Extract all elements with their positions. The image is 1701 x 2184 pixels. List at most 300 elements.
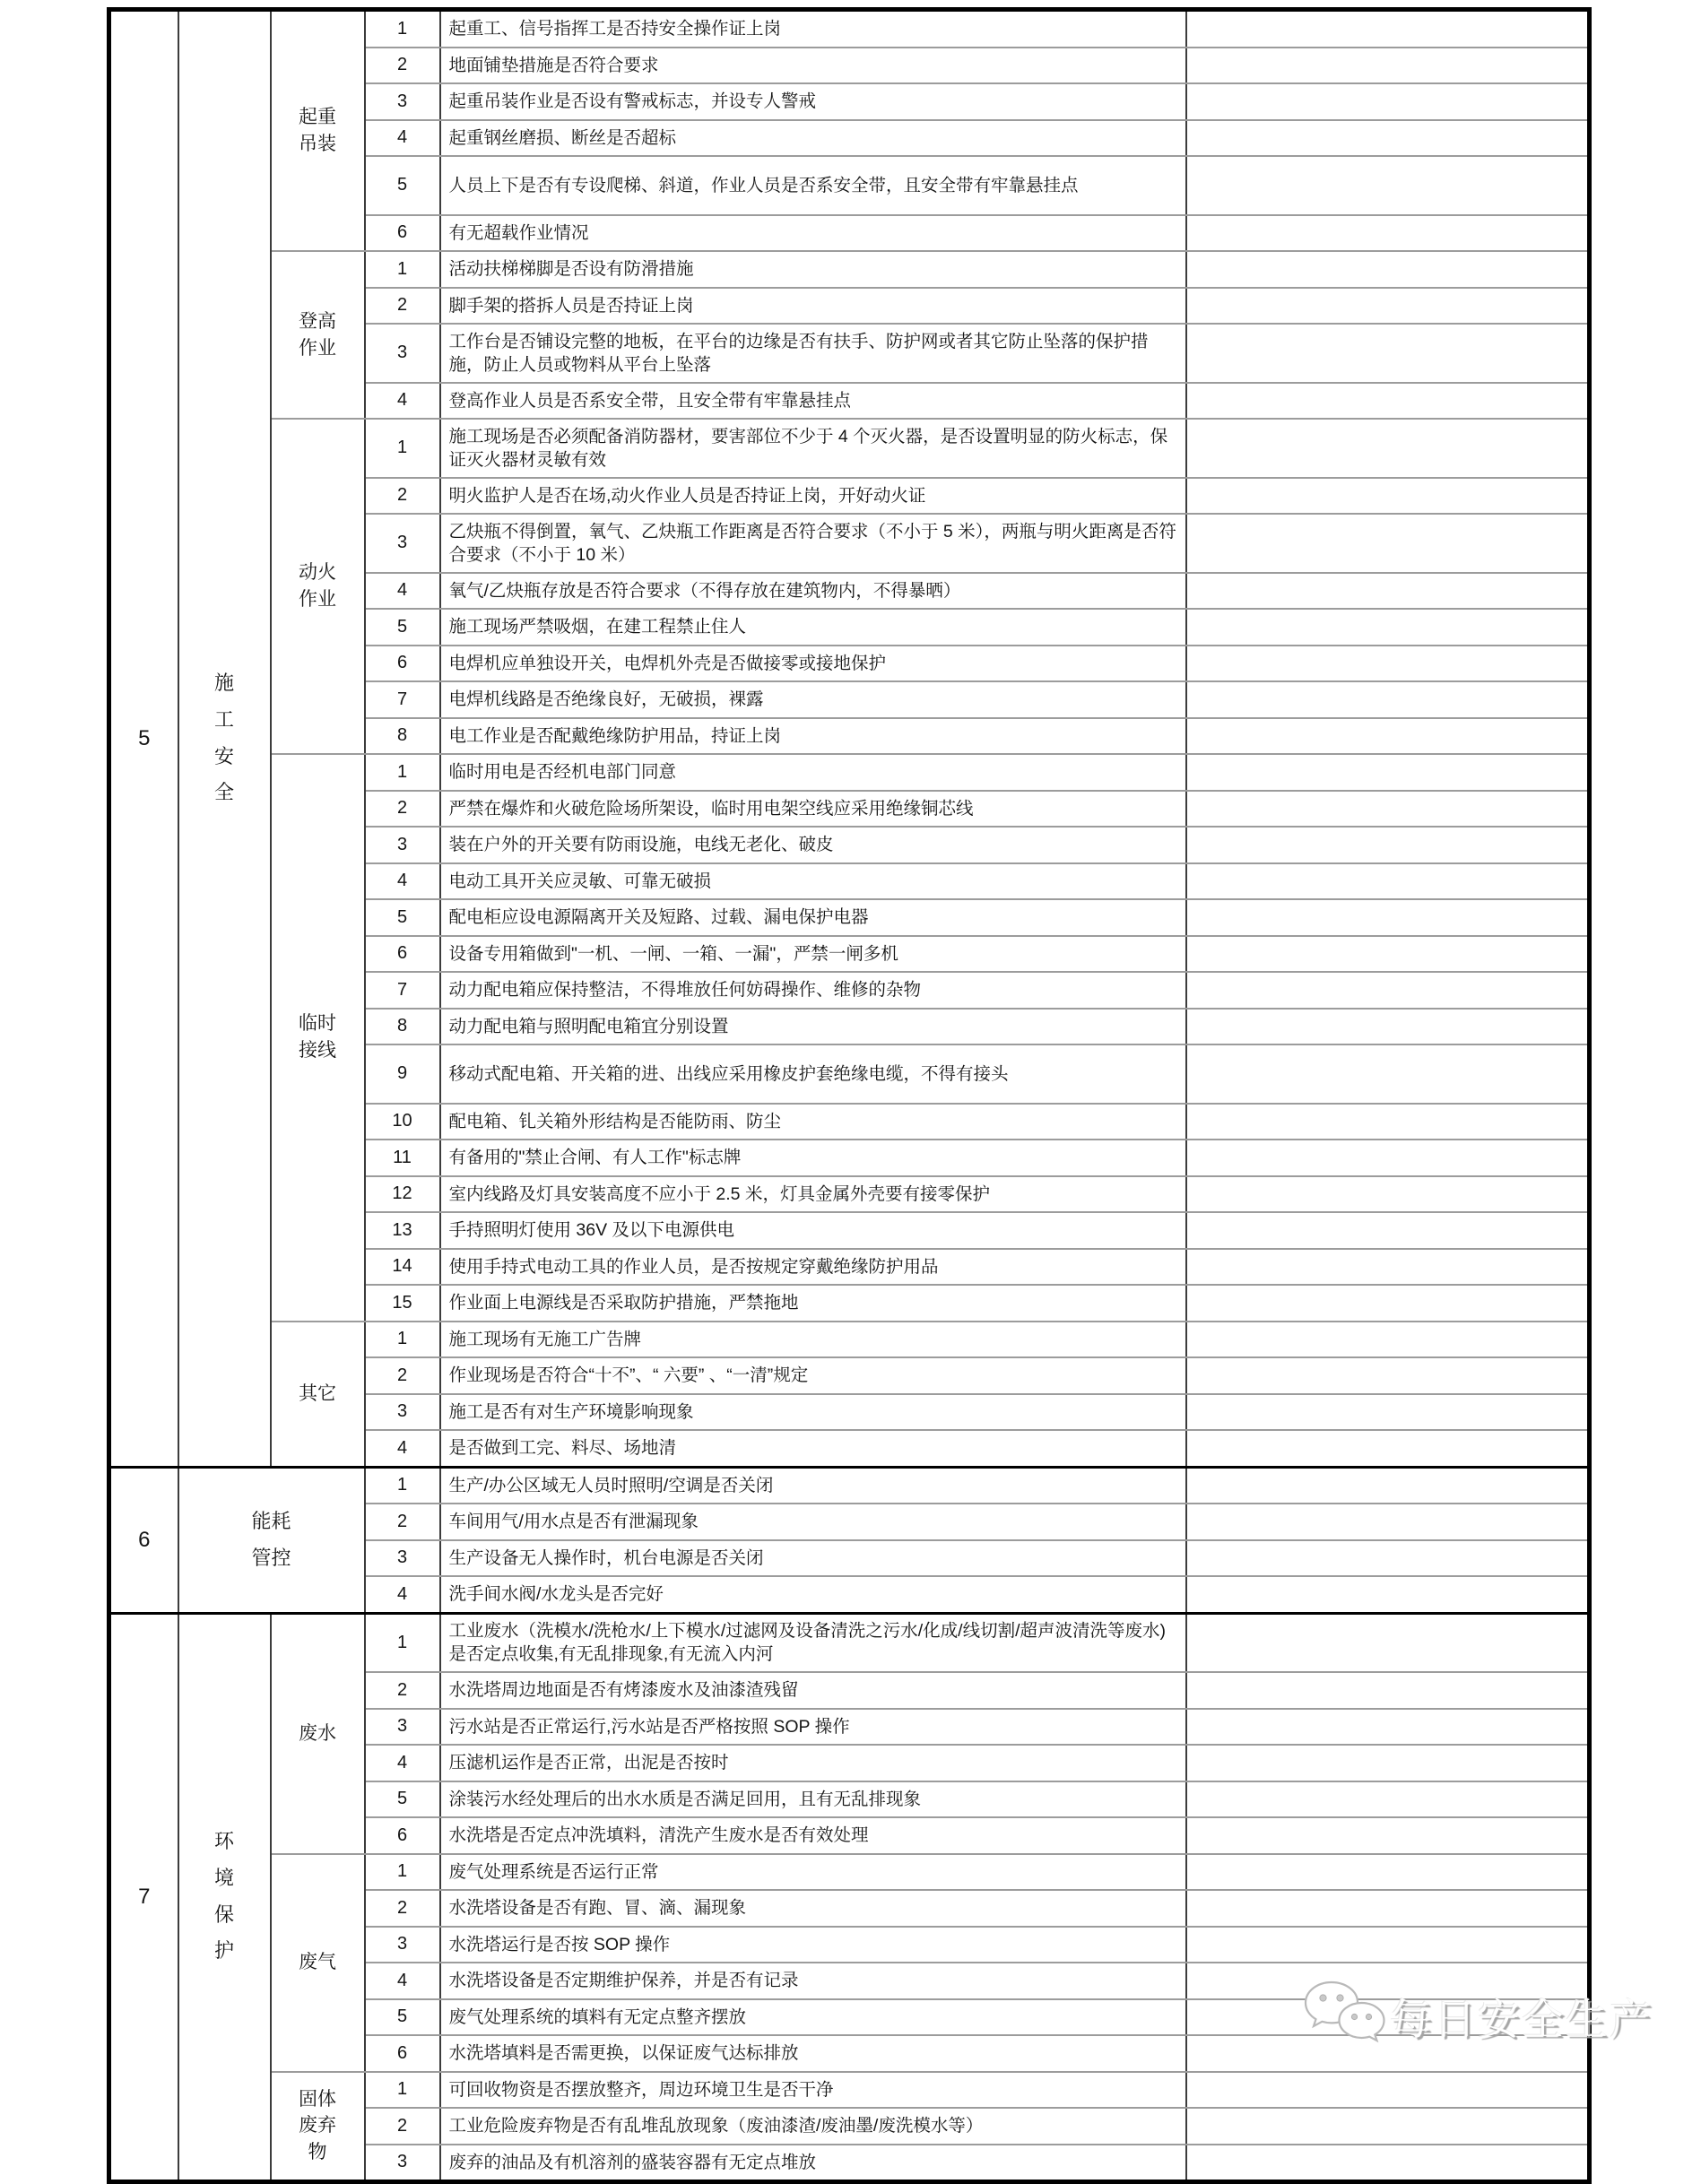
item-text-cell — [440, 251, 1186, 288]
check-cell — [1186, 1009, 1590, 1045]
item-number-cell — [365, 251, 440, 288]
item-number-cell-line: 7 — [396, 979, 408, 1000]
category-cell-line: 环 — [213, 1830, 234, 1853]
item-number-cell-line: 2 — [396, 55, 408, 75]
item-number-cell — [365, 1613, 440, 1672]
item-number-cell-line: 1 — [396, 2079, 408, 2100]
item-text-cell — [440, 1540, 1186, 1577]
item-number-cell — [365, 1504, 440, 1540]
check-cell — [1186, 827, 1590, 863]
section-number-cell-line: 6 — [138, 1527, 151, 1552]
item-number-cell-line: 2 — [396, 295, 408, 316]
item-number-cell — [365, 899, 440, 936]
check-cell — [1186, 1467, 1590, 1504]
item-text-cell — [440, 1745, 1186, 1781]
item-text-cell — [440, 156, 1186, 215]
item-number-cell — [365, 156, 440, 215]
item-text-cell-line: 配电柜应设电源隔离开关及短路、过载、漏电保护电器 — [448, 907, 869, 928]
check-cell — [1186, 478, 1590, 515]
item-text-cell — [440, 1890, 1186, 1927]
check-cell — [1186, 1104, 1590, 1140]
item-number-cell — [365, 1540, 440, 1577]
item-number-cell — [365, 681, 440, 718]
item-text-cell-line: 工业危险废弃物是否有乱堆乱放现象（废油漆渣/废油墨/废洗模水等） — [448, 2116, 984, 2136]
section-number-cell — [109, 10, 178, 1468]
item-text-cell — [440, 936, 1186, 973]
subcategory-cell-line: 作业 — [299, 337, 336, 359]
check-cell — [1186, 2035, 1590, 2072]
item-number-cell-line: 4 — [396, 580, 408, 601]
item-number-cell — [365, 2108, 440, 2145]
item-text-cell — [440, 324, 1186, 383]
item-text-cell — [440, 1009, 1186, 1045]
check-cell — [1186, 120, 1590, 157]
item-text-cell — [440, 1999, 1186, 2036]
item-number-cell — [365, 1104, 440, 1140]
item-text-cell — [440, 1140, 1186, 1176]
item-text-cell-line: 人员上下是否有专设爬梯、斜道，作业人员是否系安全带，且安全带有牢靠悬挂点 — [448, 175, 1079, 195]
item-number-cell-line: 12 — [392, 1183, 412, 1204]
checklist-row — [109, 10, 1590, 48]
item-number-cell-line: 4 — [396, 1970, 408, 1990]
item-number-cell-line: 7 — [396, 689, 408, 709]
category-cell-line: 保 — [213, 1902, 234, 1926]
item-text-cell-line: 污水站是否正常运行,污水站是否严格按照 SOP 操作 — [448, 1716, 850, 1737]
item-text-cell — [440, 10, 1186, 48]
item-number-cell — [365, 1322, 440, 1358]
item-number-cell — [365, 1357, 440, 1394]
item-number-cell-line: 3 — [396, 1716, 408, 1737]
item-text-cell — [440, 1963, 1186, 1999]
item-number-cell-line: 11 — [393, 1147, 412, 1167]
item-number-cell-line: 2 — [396, 1897, 408, 1918]
item-text-cell-line: 地面铺垫措施是否符合要求 — [448, 55, 659, 75]
item-number-cell-line: 4 — [396, 1583, 408, 1604]
item-text-cell-line: 手持照明灯使用 36V 及以下电源供电 — [448, 1220, 735, 1241]
check-cell — [1186, 1999, 1590, 2036]
item-text-cell-line: 起重工、信号指挥工是否持安全操作证上岗 — [448, 19, 782, 39]
item-number-cell-line: 3 — [396, 1934, 408, 1954]
item-number-cell — [365, 972, 440, 1009]
item-number-cell — [365, 1140, 440, 1176]
item-text-cell-line: 水洗塔设备是否定期维护保养，并是否有记录 — [448, 1971, 799, 1991]
item-text-cell-line: 有无超载作业情况 — [448, 222, 589, 243]
check-cell — [1186, 288, 1590, 325]
item-number-cell — [365, 863, 440, 900]
category-cell — [178, 10, 271, 1468]
check-cell — [1186, 1504, 1590, 1540]
item-text-cell-line: 压滤机运作是否正常，出泥是否按时 — [448, 1753, 729, 1773]
check-cell — [1186, 1781, 1590, 1818]
item-number-cell — [365, 1467, 440, 1504]
item-text-cell — [440, 2072, 1186, 2109]
subcategory-cell-line: 废水 — [299, 1722, 336, 1744]
item-number-cell-line: 6 — [396, 222, 408, 243]
item-number-cell — [365, 573, 440, 610]
item-text-cell-line: 使用手持式电动工具的作业人员，是否按规定穿戴绝缘防护用品 — [448, 1256, 939, 1277]
check-cell — [1186, 899, 1590, 936]
item-number-cell-line: 8 — [396, 1016, 408, 1036]
item-number-cell-line: 6 — [396, 2042, 408, 2063]
subcategory-cell-line: 登高 — [299, 310, 336, 332]
item-number-cell-line: 3 — [396, 533, 408, 553]
check-cell — [1186, 48, 1590, 84]
item-text-cell — [440, 573, 1186, 610]
item-number-cell — [365, 48, 440, 84]
check-cell — [1186, 1854, 1590, 1891]
item-text-cell-line: 室内线路及灯具安装高度不应小于 2.5 米，灯具金属外壳要有接零保护 — [448, 1183, 990, 1204]
check-cell — [1186, 1322, 1590, 1358]
item-text-cell-line: 设备专用箱做到"一机、一闸、一箱、一漏"，严禁一闸多机 — [448, 943, 898, 964]
item-number-cell — [365, 2035, 440, 2072]
item-number-cell-line: 9 — [396, 1063, 408, 1084]
item-text-cell-line: 可回收物资是否摆放整齐，周边环境卫生是否干净 — [448, 2079, 834, 2100]
watermark-text: 每日安全生产 — [1390, 1995, 1653, 2043]
item-text-cell-line: 明火监护人是否在场,动火作业人员是否持证上岗，开好动火证 — [448, 485, 926, 506]
subcategory-cell-line: 起重 — [299, 107, 336, 128]
item-text-cell — [440, 1854, 1186, 1891]
checklist-row — [109, 419, 1590, 478]
item-text-cell — [440, 288, 1186, 325]
checklist-row — [109, 2072, 1590, 2109]
check-cell — [1186, 1890, 1590, 1927]
check-cell — [1186, 1613, 1590, 1672]
item-text-cell — [440, 754, 1186, 791]
check-cell — [1186, 1963, 1590, 1999]
check-cell — [1186, 514, 1590, 573]
category-cell-line: 施 — [213, 672, 234, 695]
check-cell — [1186, 1285, 1590, 1322]
item-text-cell-line: 脚手架的搭拆人员是否持证上岗 — [448, 295, 694, 316]
item-text-cell — [440, 1672, 1186, 1709]
check-cell — [1186, 1212, 1590, 1249]
item-number-cell — [365, 419, 440, 478]
check-cell — [1186, 863, 1590, 900]
item-number-cell — [365, 478, 440, 515]
check-cell — [1186, 156, 1590, 215]
item-text-cell — [440, 1176, 1186, 1213]
item-text-cell — [440, 383, 1186, 420]
item-number-cell — [365, 1576, 440, 1613]
check-cell — [1186, 1357, 1590, 1394]
item-number-cell — [365, 215, 440, 252]
check-cell — [1186, 791, 1590, 828]
item-number-cell-line: 4 — [396, 127, 408, 148]
item-text-cell — [440, 791, 1186, 828]
item-text-cell — [440, 1467, 1186, 1504]
check-cell — [1186, 1140, 1590, 1176]
item-text-cell-line: 登高作业人员是否系安全带，且安全带有牢靠悬挂点 — [448, 390, 852, 411]
item-number-cell — [365, 1709, 440, 1746]
section-number-cell-line: 5 — [138, 725, 151, 750]
item-number-cell-line: 1 — [396, 258, 408, 279]
item-number-cell — [365, 1927, 440, 1963]
item-number-cell — [365, 1044, 440, 1104]
item-text-cell — [440, 1576, 1186, 1613]
subcategory-cell-line: 废气 — [299, 1952, 336, 1973]
item-text-cell — [440, 2145, 1186, 2182]
item-text-cell — [440, 1285, 1186, 1322]
item-number-cell — [365, 1999, 440, 2036]
item-number-cell-line: 2 — [396, 2115, 408, 2136]
item-text-cell — [440, 1927, 1186, 1963]
item-text-cell-line: 施工现场是否必须配备消防器材，要害部位不少于 4 个灭火器，是否设置明显的防火标志，保证灭火器材灵敏有效 — [448, 426, 1168, 470]
item-text-cell — [440, 827, 1186, 863]
item-number-cell-line: 6 — [396, 943, 408, 964]
category-cell-line: 境 — [213, 1867, 234, 1890]
item-text-cell-line: 临时用电是否经机电部门同意 — [448, 762, 677, 783]
subcategory-cell-line: 吊装 — [299, 134, 336, 154]
item-number-cell — [365, 609, 440, 646]
item-number-cell-line: 5 — [396, 2006, 408, 2027]
item-number-cell-line: 5 — [396, 616, 408, 637]
item-number-cell — [365, 10, 440, 48]
item-number-cell — [365, 383, 440, 420]
item-text-cell-line: 施工现场严禁吸烟，在建工程禁止住人 — [448, 617, 747, 637]
item-text-cell-line: 水洗塔填料是否需更换，以保证废气达标排放 — [448, 2043, 799, 2064]
item-number-cell — [365, 1249, 440, 1286]
item-number-cell — [365, 1854, 440, 1891]
item-text-cell-line: 配电箱、钆关箱外形结构是否能防雨、防尘 — [448, 1111, 782, 1131]
item-number-cell — [365, 1394, 440, 1431]
item-number-cell-line: 3 — [396, 91, 408, 111]
item-number-cell — [365, 827, 440, 863]
subcategory-cell-line: 动火 — [299, 562, 336, 584]
item-text-cell — [440, 1781, 1186, 1818]
item-text-cell — [440, 2035, 1186, 2072]
checklist-row — [109, 251, 1590, 288]
item-number-cell — [365, 936, 440, 973]
item-text-cell — [440, 646, 1186, 682]
item-number-cell — [365, 791, 440, 828]
check-cell — [1186, 718, 1590, 755]
check-cell — [1186, 251, 1590, 288]
item-text-cell-line: 涂装污水经处理后的出水水质是否满足回用，且有无乱排现象 — [448, 1789, 922, 1809]
category-cell — [178, 1467, 365, 1613]
item-number-cell-line: 2 — [396, 485, 408, 506]
check-cell — [1186, 1430, 1590, 1467]
item-number-cell-line: 5 — [396, 906, 408, 927]
item-text-cell — [440, 1104, 1186, 1140]
item-text-cell — [440, 215, 1186, 252]
item-number-cell — [365, 1745, 440, 1781]
item-number-cell-line: 3 — [396, 1401, 408, 1422]
item-text-cell-line: 废弃的油品及有机溶剂的盛装容器有无定点堆放 — [448, 2152, 817, 2172]
subcategory-cell-line: 物 — [308, 2142, 327, 2163]
item-text-cell — [440, 1044, 1186, 1104]
item-number-cell-line: 5 — [396, 1789, 408, 1809]
item-text-cell-line: 装在户外的开关要有防雨设施，电线无老化、破皮 — [448, 835, 834, 855]
item-number-cell-line: 15 — [392, 1292, 412, 1313]
item-text-cell-line: 严禁在爆炸和火破危险场所架设，临时用电架空线应采用绝缘铜芯线 — [448, 798, 974, 819]
check-cell — [1186, 1044, 1590, 1104]
item-text-cell-line: 起重吊装作业是否设有警戒标志，并设专人警戒 — [448, 91, 817, 112]
item-number-cell-line: 1 — [396, 761, 408, 782]
item-text-cell-line: 水洗塔是否定点冲洗填料，清洗产生废水是否有效处理 — [448, 1825, 869, 1846]
item-text-cell-line: 废气处理系统是否运行正常 — [448, 1861, 659, 1882]
item-text-cell-line: 是否做到工完、料尽、场地清 — [448, 1438, 677, 1459]
item-number-cell — [365, 1430, 440, 1467]
subcategory-cell-line: 接线 — [299, 1040, 336, 1062]
item-number-cell-line: 1 — [396, 1861, 408, 1882]
item-number-cell-line: 1 — [396, 18, 408, 39]
item-number-cell-line: 4 — [396, 871, 408, 891]
item-number-cell — [365, 1212, 440, 1249]
item-number-cell — [365, 514, 440, 573]
category-cell-line: 工 — [213, 708, 234, 732]
category-cell-line: 管控 — [251, 1546, 291, 1569]
item-text-cell-line: 水洗塔周边地面是否有烤漆废水及油漆渣残留 — [448, 1680, 799, 1701]
item-number-cell-line: 13 — [392, 1219, 412, 1240]
item-number-cell-line: 14 — [392, 1256, 412, 1277]
item-text-cell — [440, 1212, 1186, 1249]
check-cell — [1186, 383, 1590, 420]
item-text-cell — [440, 1817, 1186, 1854]
item-text-cell — [440, 972, 1186, 1009]
item-text-cell-line: 有备用的"禁止合闸、有人工作"标志牌 — [448, 1148, 742, 1168]
item-text-cell-line: 洗手间水阀/水龙头是否完好 — [448, 1584, 664, 1605]
item-text-cell-line: 动力配电箱与照明配电箱宜分别设置 — [448, 1016, 729, 1036]
item-text-cell — [440, 1709, 1186, 1746]
item-text-cell-line: 电焊机线路是否绝缘良好，无破损，裸露 — [448, 689, 764, 710]
check-cell — [1186, 681, 1590, 718]
item-number-cell — [365, 1285, 440, 1322]
check-cell — [1186, 1817, 1590, 1854]
checklist-row — [109, 1613, 1590, 1672]
check-cell — [1186, 2072, 1590, 2109]
category-cell — [178, 1613, 271, 2182]
item-number-cell — [365, 83, 440, 120]
item-number-cell-line: 1 — [396, 438, 408, 458]
check-cell — [1186, 1745, 1590, 1781]
item-text-cell — [440, 899, 1186, 936]
item-text-cell-line: 动力配电箱应保持整洁，不得堆放任何妨碍操作、维修的杂物 — [448, 980, 922, 1001]
check-cell — [1186, 1540, 1590, 1577]
item-text-cell-line: 氧气/乙炔瓶存放是否符合要求（不得存放在建筑物内，不得暴晒） — [448, 580, 961, 601]
checklist-row — [109, 754, 1590, 791]
item-text-cell-line: 活动扶梯梯脚是否设有防滑措施 — [448, 259, 694, 280]
check-cell — [1186, 573, 1590, 610]
checklist-body — [109, 10, 1590, 2182]
item-number-cell-line: 3 — [396, 834, 408, 854]
item-text-cell — [440, 48, 1186, 84]
item-text-cell — [440, 1357, 1186, 1394]
category-cell-line: 全 — [213, 781, 234, 804]
check-cell — [1186, 215, 1590, 252]
subcategory-cell-line: 废弃 — [299, 2115, 336, 2136]
item-text-cell — [440, 1322, 1186, 1358]
check-cell — [1186, 10, 1590, 48]
item-text-cell-line: 电动工具开关应灵敏、可靠无破损 — [448, 871, 712, 891]
item-number-cell — [365, 1781, 440, 1818]
subcategory-cell — [271, 251, 365, 419]
item-text-cell — [440, 2108, 1186, 2145]
subcategory-cell-line: 其它 — [299, 1382, 336, 1404]
item-text-cell-line: 工作台是否铺设完整的地板，在平台的边缘是否有扶手、防护网或者其它防止坠落的保护措施，防止人员或物料从平台上坠落 — [448, 331, 1149, 375]
item-text-cell-line: 工业废水（洗模水/洗枪水/上下模水/过滤网及设备清洗之污水/化成/线切割/超声波清洗等废水)是否定点收集,有无乱排现象,有无流入内河 — [448, 1621, 1167, 1665]
item-text-cell-line: 施工现场有无施工广告牌 — [448, 1329, 642, 1349]
item-number-cell — [365, 288, 440, 325]
item-number-cell-line: 2 — [396, 1365, 408, 1385]
item-text-cell-line: 电工作业是否配戴绝缘防护用品，持证上岗 — [448, 725, 782, 746]
check-cell — [1186, 1249, 1590, 1286]
item-text-cell-line: 废气处理系统的填料有无定点整齐摆放 — [448, 2006, 747, 2027]
item-text-cell-line: 作业面上电源线是否采取防护措施，严禁拖地 — [448, 1293, 799, 1313]
item-text-cell — [440, 681, 1186, 718]
subcategory-cell-line: 临时 — [299, 1013, 336, 1035]
item-number-cell — [365, 324, 440, 383]
check-cell — [1186, 1576, 1590, 1613]
item-number-cell-line: 2 — [396, 1511, 408, 1531]
check-cell — [1186, 419, 1590, 478]
item-number-cell-line: 1 — [396, 1329, 408, 1349]
category-cell-line: 能耗 — [251, 1509, 291, 1532]
item-number-cell-line: 4 — [396, 1437, 408, 1458]
item-text-cell — [440, 718, 1186, 755]
item-text-cell — [440, 1613, 1186, 1672]
item-number-cell — [365, 120, 440, 157]
item-text-cell — [440, 1430, 1186, 1467]
check-cell — [1186, 324, 1590, 383]
item-text-cell-line: 施工是否有对生产环境影响现象 — [448, 1401, 694, 1422]
item-number-cell-line: 2 — [396, 1679, 408, 1700]
item-number-cell-line: 3 — [396, 342, 408, 363]
item-number-cell — [365, 1890, 440, 1927]
item-number-cell-line: 6 — [396, 1824, 408, 1845]
category-cell-line: 安 — [213, 744, 234, 767]
check-cell — [1186, 972, 1590, 1009]
subcategory-cell-line: 固体 — [299, 2088, 336, 2110]
item-text-cell-line: 作业现场是否符合“十不”、“ 六要” 、“一清”规定 — [448, 1365, 809, 1386]
item-text-cell-line: 车间用气/用水点是否有泄漏现象 — [448, 1512, 699, 1532]
item-number-cell-line: 5 — [396, 175, 408, 195]
check-cell — [1186, 2108, 1590, 2145]
subcategory-cell — [271, 419, 365, 754]
checklist-row — [109, 1854, 1590, 1891]
item-text-cell-line: 水洗塔运行是否按 SOP 操作 — [448, 1934, 671, 1954]
checklist-row — [109, 1467, 1590, 1504]
item-number-cell — [365, 718, 440, 755]
item-text-cell — [440, 478, 1186, 515]
category-cell-line: 护 — [213, 1939, 234, 1963]
item-number-cell-line: 4 — [396, 1752, 408, 1772]
item-number-cell — [365, 1817, 440, 1854]
check-cell — [1186, 1176, 1590, 1213]
item-number-cell — [365, 646, 440, 682]
subcategory-cell — [271, 1322, 365, 1468]
item-number-cell-line: 1 — [396, 1475, 408, 1495]
item-text-cell — [440, 83, 1186, 120]
subcategory-cell — [271, 754, 365, 1322]
check-cell — [1186, 1394, 1590, 1431]
subcategory-cell — [271, 1613, 365, 1854]
subcategory-cell — [271, 10, 365, 252]
subcategory-cell-line: 作业 — [299, 589, 336, 610]
item-text-cell-line: 移动式配电箱、开关箱的进、出线应采用橡皮护套绝缘电缆，不得有接头 — [448, 1063, 1009, 1084]
check-cell — [1186, 936, 1590, 973]
item-number-cell-line: 8 — [396, 725, 408, 746]
item-number-cell — [365, 754, 440, 791]
item-number-cell-line: 6 — [396, 653, 408, 673]
item-text-cell — [440, 419, 1186, 478]
item-text-cell-line: 生产设备无人操作时，机台电源是否关闭 — [448, 1547, 764, 1568]
item-text-cell — [440, 120, 1186, 157]
item-number-cell — [365, 2145, 440, 2182]
item-number-cell — [365, 1009, 440, 1045]
section-number-cell — [109, 1613, 178, 2182]
check-cell — [1186, 754, 1590, 791]
item-number-cell-line: 2 — [396, 798, 408, 819]
